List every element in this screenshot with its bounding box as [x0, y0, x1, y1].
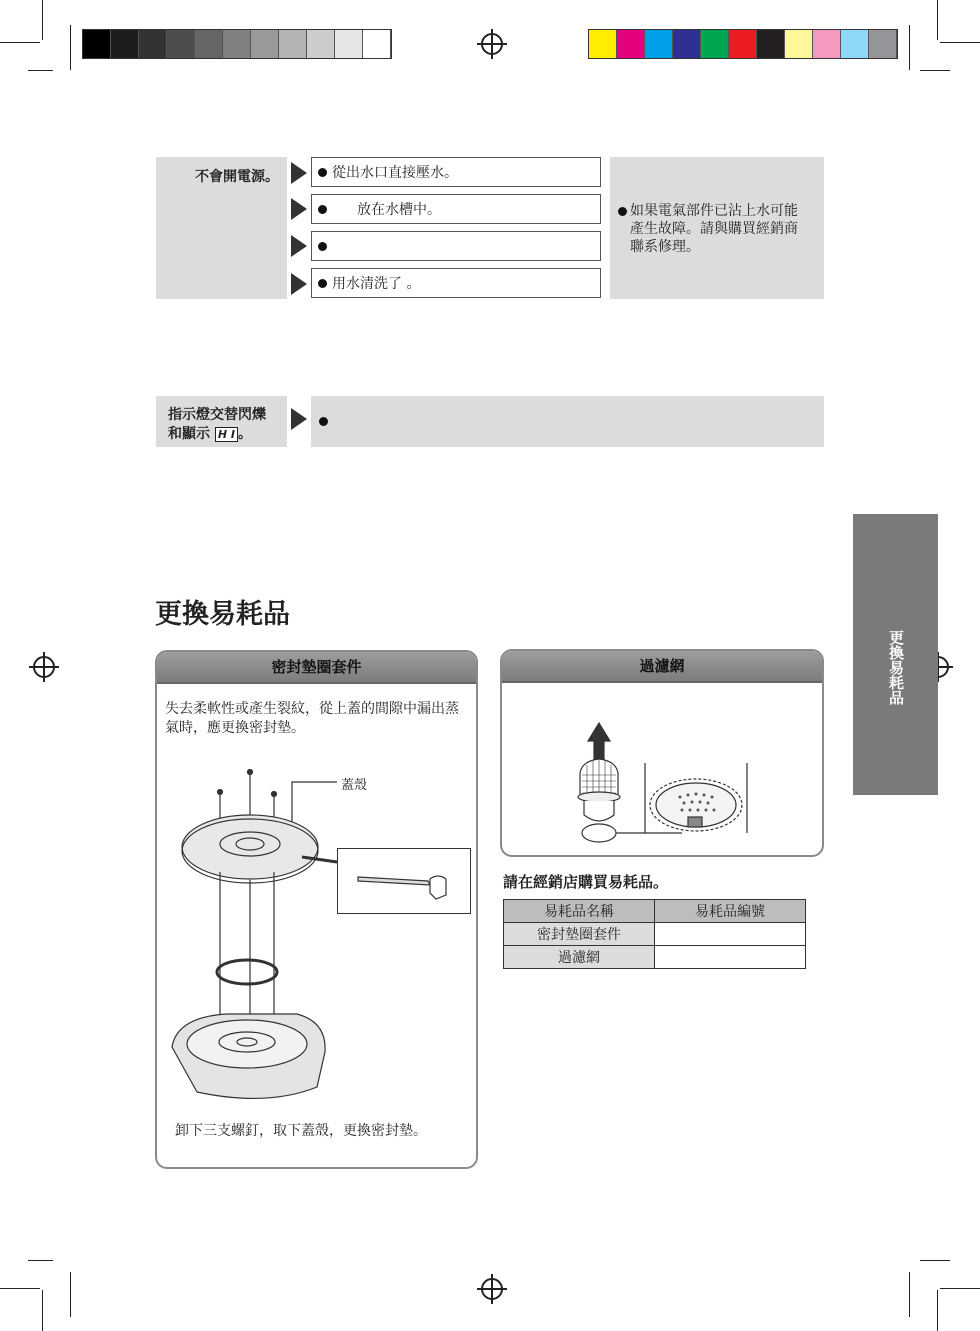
bullet-icon: [318, 205, 327, 214]
symptom-line1: 指示燈交替閃爍: [168, 407, 266, 423]
crop-mark: [42, 0, 43, 40]
color-swatch: [363, 30, 391, 58]
arrow-icon: [291, 408, 307, 430]
filter-panel-title: 過濾網: [502, 651, 822, 683]
gasket-panel-title: 密封墊圈套件: [157, 652, 476, 684]
crop-mark: [70, 1272, 71, 1317]
registration-mark-bottom: [481, 1278, 503, 1300]
cause-item: 用水清洗了 。: [311, 268, 601, 298]
color-swatch: [307, 30, 335, 58]
color-bar-color: [588, 29, 898, 59]
section-title: 更換易耗品: [155, 599, 290, 630]
filter-diagram: [502, 683, 822, 857]
gasket-panel: [155, 650, 478, 1169]
bullet-icon: [618, 207, 627, 216]
crop-mark: [940, 42, 980, 43]
crop-mark: [920, 1260, 950, 1261]
bullet-icon: [318, 279, 327, 288]
cause-item: 放在水槽中。: [311, 194, 601, 224]
parts-table: [503, 899, 806, 969]
color-swatch: [757, 30, 785, 58]
cause-item: 從出水口直接壓水。: [311, 157, 601, 187]
arrow-icon: [291, 235, 307, 257]
purchase-note: 請在經銷店購買易耗品。: [503, 873, 669, 891]
table-header-number: 易耗品編號: [655, 900, 806, 923]
table-header-row: [504, 900, 806, 923]
cause-item: [311, 231, 601, 261]
crop-mark: [940, 1288, 980, 1289]
color-swatch: [195, 30, 223, 58]
color-swatch: [673, 30, 701, 58]
registration-mark-left: [33, 656, 55, 678]
side-tab: [853, 514, 938, 795]
crop-mark: [937, 1290, 938, 1331]
symptom-line2: 和顯示 H I 。: [168, 426, 253, 442]
crop-mark: [0, 42, 40, 43]
color-swatch: [701, 30, 729, 58]
table-header-name: 易耗品名稱: [504, 900, 655, 923]
color-swatch: [729, 30, 757, 58]
symptom-cell-power: [156, 157, 287, 299]
color-swatch: [813, 30, 841, 58]
crop-mark: [909, 1272, 910, 1317]
table-cell-number: [655, 946, 806, 969]
arrow-icon: [291, 198, 307, 220]
bullet-icon: [318, 242, 327, 251]
gasket-description: 失去柔軟性或產生裂紋，從上蓋的間隙中漏出蒸氣時，應更換密封墊。: [165, 701, 459, 736]
color-swatch: [841, 30, 869, 58]
hi-display-code: H I: [215, 427, 238, 442]
gasket-instruction: 卸下三支螺釘，取下蓋殼，更換密封墊。: [175, 1123, 427, 1139]
crop-mark: [0, 1288, 40, 1289]
color-swatch: [111, 30, 139, 58]
table-cell-name: 密封墊圈套件: [504, 923, 655, 946]
crop-mark: [28, 1260, 53, 1261]
color-swatch: [251, 30, 279, 58]
filter-panel: [500, 649, 824, 857]
crop-mark: [70, 25, 71, 70]
table-cell-number: [655, 923, 806, 946]
color-bar-gray: [82, 29, 392, 59]
registration-mark-top: [481, 33, 503, 55]
crop-mark: [28, 70, 53, 71]
gasket-detail-icon: [338, 849, 468, 911]
remedy-cell-power: [610, 157, 824, 299]
crop-mark: [909, 25, 910, 70]
color-swatch: [83, 30, 111, 58]
color-swatch: [279, 30, 307, 58]
color-swatch: [785, 30, 813, 58]
symptom-text-power: 不會開電源。: [195, 169, 279, 185]
table-cell-name: 過濾網: [504, 946, 655, 969]
color-swatch: [617, 30, 645, 58]
table-row: [504, 923, 806, 946]
color-swatch: [167, 30, 195, 58]
color-swatch: [139, 30, 167, 58]
color-swatch: [589, 30, 617, 58]
gasket-diagram: [157, 752, 476, 1142]
arrow-icon: [291, 273, 307, 295]
cover-label: 蓋殼: [341, 778, 368, 793]
color-swatch: [645, 30, 673, 58]
cause-cell-blink: [311, 396, 824, 447]
color-swatch: [335, 30, 363, 58]
crop-mark: [42, 1290, 43, 1331]
crop-mark: [920, 70, 950, 71]
color-swatch: [223, 30, 251, 58]
bullet-icon: [318, 168, 327, 177]
gasket-detail-box: [337, 848, 471, 914]
side-tab-label: 更換易耗品: [887, 630, 905, 705]
bullet-icon: [319, 417, 328, 426]
crop-mark: [937, 0, 938, 40]
symptom-cell-blink: [156, 396, 287, 447]
arrow-icon: [291, 162, 307, 184]
color-swatch: [869, 30, 897, 58]
remedy-text-power: 如果電氣部件已沾上水可能產生故障。請與購買經銷商聯系修理。: [630, 203, 798, 255]
table-row: [504, 946, 806, 969]
